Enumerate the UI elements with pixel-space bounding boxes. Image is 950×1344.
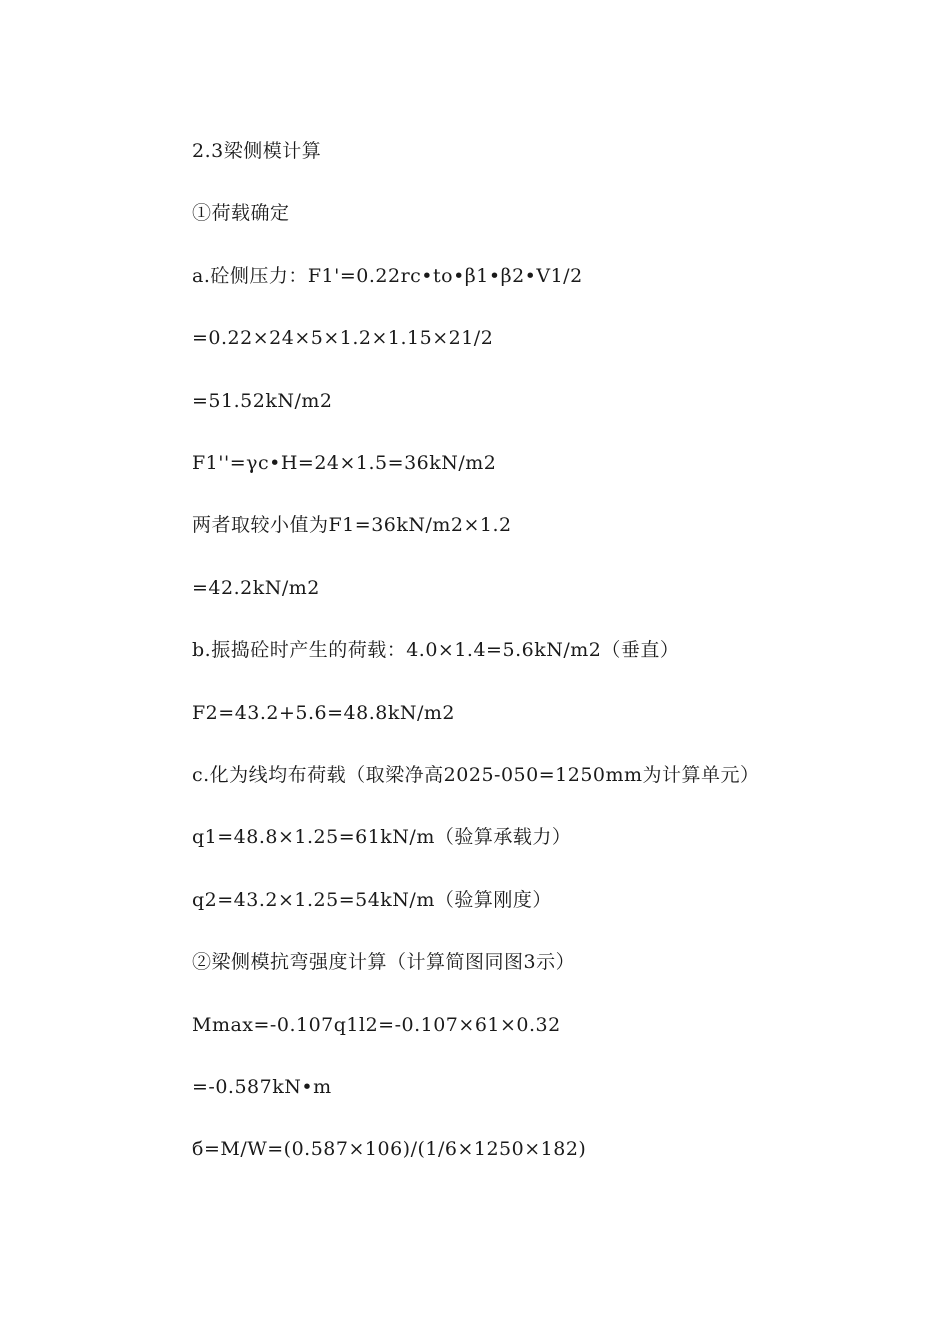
text-line: F2=43.2+5.6=48.8kN/m2 <box>192 702 456 724</box>
text-line: a.砼侧压力：F1'=0.22rc•to•β1•β2•V1/2 <box>192 265 583 287</box>
text-line: Mmax=-0.107q1l2=-0.107×61×0.32 <box>192 1014 561 1036</box>
text-line: q2=43.2×1.25=54kN/m（验算刚度） <box>192 889 552 911</box>
text-line: F1''=γc•H=24×1.5=36kN/m2 <box>192 452 497 474</box>
text-line: 两者取较小值为F1=36kN/m2×1.2 <box>192 514 512 536</box>
text-line: б=M/W=(0.587×106)/(1/6×1250×182) <box>192 1138 587 1160</box>
subsection-heading: ①荷载确定 <box>192 202 290 224</box>
text-line: =42.2kN/m2 <box>192 577 320 599</box>
subsection-heading: ②梁侧模抗弯强度计算（计算简图同图3示） <box>192 951 576 973</box>
text-line: =0.22×24×5×1.2×1.15×21/2 <box>192 327 494 349</box>
section-heading: 2.3梁侧模计算 <box>192 140 322 162</box>
text-line: q1=48.8×1.25=61kN/m（验算承载力） <box>192 826 572 848</box>
text-line: =-0.587kN•m <box>192 1076 332 1098</box>
text-line: c.化为线均布荷载（取梁净高2025-050=1250mm为计算单元） <box>192 764 760 786</box>
text-line: =51.52kN/m2 <box>192 390 333 412</box>
text-line: b.振捣砼时产生的荷载：4.0×1.4=5.6kN/m2（垂直） <box>192 639 680 661</box>
